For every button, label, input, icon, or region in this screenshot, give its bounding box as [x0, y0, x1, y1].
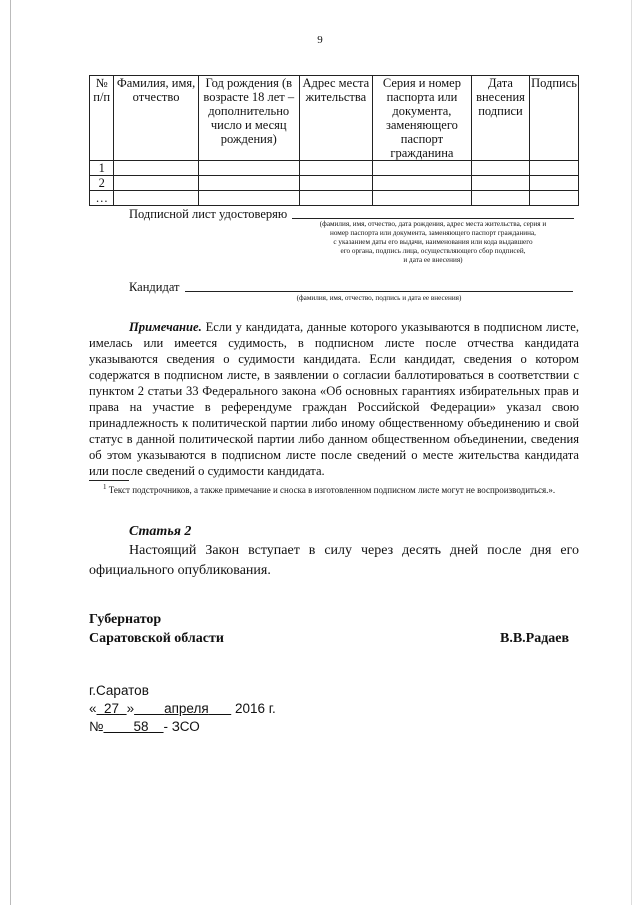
col-date-header: Дата внесения подписи: [471, 76, 529, 161]
issue-number: № 58 - ЗСО: [89, 719, 200, 734]
row-number: …: [90, 191, 114, 206]
note-label: Примечание.: [129, 320, 202, 334]
article-title: Статья 2: [129, 524, 192, 539]
table-row: [90, 161, 579, 176]
col-number-header: № п/п: [90, 76, 114, 161]
issue-date: « 27 » апреля 2016 г.: [89, 701, 276, 716]
table-row: [90, 191, 579, 206]
candidate-label: Кандидат: [129, 280, 180, 294]
table-header-row: [90, 76, 579, 161]
note-text: Если у кандидата, данные которого указываются в подписном листе, имелась или имеется судимость, в подписном листе после отчества кандидата указываются сведения о судимости кандидата. Если кандидат, сведения о котором содержатся в подписном листе, в заявлении о согласии баллотироваться в соответствии с пунктом 2 статьи 33 Федерального закона «Об основных гарантиях избирательных прав и права на участие в референдуме граждан Российской Федерации» указал свою принадлежность к политической партии либо иному общественному объединению и свой статус в данной политической партии либо данном общественном объединении, сведения об этом указываются в подписном листе после сведений о месте жительства кандидата или после сведений о судимости кандидата.: [89, 320, 579, 478]
scan-edge: [10, 0, 11, 905]
col-signature-header: Подпись: [530, 76, 579, 161]
issue-day: 27: [104, 701, 120, 716]
candidate-line: [185, 279, 573, 292]
page-number: 9: [317, 34, 323, 46]
governor-title-line2: Саратовской области: [89, 631, 224, 646]
footnote-text: Текст подстрочников, а также примечание и сноска в изготовленном подписном листе могут не воспроизводиться.».: [108, 485, 556, 495]
certify-line: [292, 206, 574, 219]
candidate-hint: (фамилия, имя, отчество, подпись и дата ее внесения): [296, 294, 462, 302]
certify-hint: (фамилия, имя, отчество, дата рождения, адрес места жительства, серия и номер паспорта или документа, заменяющего паспорт гражданина, с указанием даты его выдачи, наименования или кода выдавшего его органа, подпись лица, осуществляющего сбор подписей, и дата ее внесения): [319, 220, 547, 264]
row-number: 2: [90, 176, 114, 191]
note-paragraph: [89, 319, 579, 479]
scan-edge: [631, 0, 632, 905]
governor-title-line1: Губернатор: [89, 612, 162, 627]
article-text: Настоящий Закон вступает в силу через десять дней после дня его официального опубликования.: [89, 543, 579, 578]
col-birth-year-header: Год рождения (в возрасте 18 лет – дополнительно число и месяц рождения): [198, 76, 299, 161]
governor-name: В.В.Радаев: [500, 631, 570, 646]
table-row: [90, 176, 579, 191]
certify-label: Подписной лист удостоверяю: [129, 207, 288, 221]
footnote: [89, 481, 579, 496]
signature-sheet-table: [89, 75, 579, 206]
col-name-header: Фамилия, имя, отчество: [114, 76, 198, 161]
col-address-header: Адрес места жительства: [299, 76, 372, 161]
issue-year: 2016 г.: [234, 701, 276, 716]
footnote-mark: 1: [103, 483, 107, 491]
issue-month: апреля: [164, 701, 209, 716]
col-passport-header: Серия и номер паспорта или документа, заменяющего паспорт гражданина: [372, 76, 471, 161]
issue-city: г.Саратов: [89, 683, 149, 698]
row-number: 1: [90, 161, 114, 176]
